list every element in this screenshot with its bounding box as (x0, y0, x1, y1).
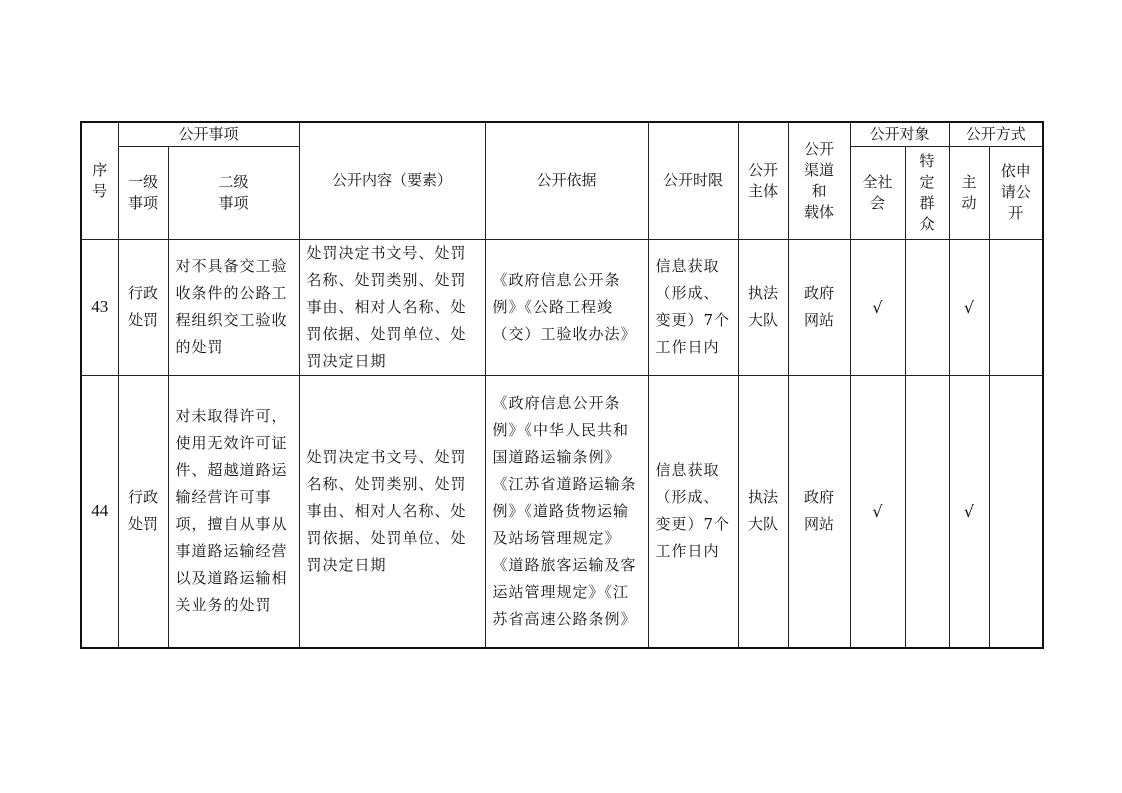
row-object-all-check: √ (850, 375, 905, 648)
disclosure-table (80, 121, 1044, 649)
row-level1: 行政 处罚 (118, 375, 168, 648)
row-level2: 对不具备交工验收条件的公路工程组织交工验收的处罚 (168, 239, 299, 375)
row-method-active-check: √ (949, 239, 989, 375)
row-basis: 《政府信息公开条例》《公路工程竣（交）工验收办法》 (485, 239, 648, 375)
header-content: 公开内容（要素） (299, 122, 485, 239)
row-time-limit: 信息获取（形成、变更）7个工作日内 (648, 375, 738, 648)
table-row (81, 239, 1043, 375)
table-body (81, 239, 1043, 648)
header-seq-label: 序号 (92, 160, 108, 200)
row-seq: 43 (81, 239, 118, 375)
header-method-request: 依申 请公 开 (989, 146, 1043, 239)
header-object-all: 全社 会 (850, 146, 905, 239)
row-method-active-check: √ (949, 375, 989, 648)
row-level2: 对未取得许可，使用无效许可证件、超越道路运输经营许可事项，擅自从事从事道路运输经营以及道路运输相关业务的处罚 (168, 375, 299, 648)
header-time-limit: 公开时限 (648, 122, 738, 239)
table-header (81, 122, 1043, 239)
row-object-specific-check (905, 239, 949, 375)
row-level1: 行政 处罚 (118, 239, 168, 375)
row-content: 处罚决定书文号、处罚名称、处罚类别、处罚事由、相对人名称、处罚依据、处罚单位、处罚决定日期 (299, 239, 485, 375)
row-channel: 政府 网站 (788, 239, 850, 375)
row-object-all-check: √ (850, 239, 905, 375)
header-subject: 公开 主体 (738, 122, 788, 239)
row-basis: 《政府信息公开条例》《中华人民共和国道路运输条例》《江苏省道路运输条例》《道路货物运输及站场管理规定》《道路旅客运输及客运站管理规定》《江苏省高速公路条例》 (485, 375, 648, 648)
header-channel: 公开 渠道 和 载体 (788, 122, 850, 239)
header-object-specific: 特 定 群 众 (905, 146, 949, 239)
header-method-active: 主 动 (949, 146, 989, 239)
row-method-request-check (989, 375, 1043, 648)
header-level2: 二级 事项 (168, 146, 299, 239)
row-method-request-check (989, 239, 1043, 375)
header-item-group: 公开事项 (118, 122, 299, 146)
row-seq: 44 (81, 375, 118, 648)
row-content: 处罚决定书文号、处罚名称、处罚类别、处罚事由、相对人名称、处罚依据、处罚单位、处罚决定日期 (299, 375, 485, 648)
header-basis: 公开依据 (485, 122, 648, 239)
header-seq (81, 122, 118, 239)
table-row (81, 375, 1043, 648)
header-method-group: 公开方式 (949, 122, 1043, 146)
row-object-specific-check (905, 375, 949, 648)
row-channel: 政府 网站 (788, 375, 850, 648)
row-subject: 执法 大队 (738, 239, 788, 375)
header-level1: 一级 事项 (118, 146, 168, 239)
row-time-limit: 信息获取（形成、变更）7个工作日内 (648, 239, 738, 375)
row-subject: 执法 大队 (738, 375, 788, 648)
header-object-group: 公开对象 (850, 122, 949, 146)
